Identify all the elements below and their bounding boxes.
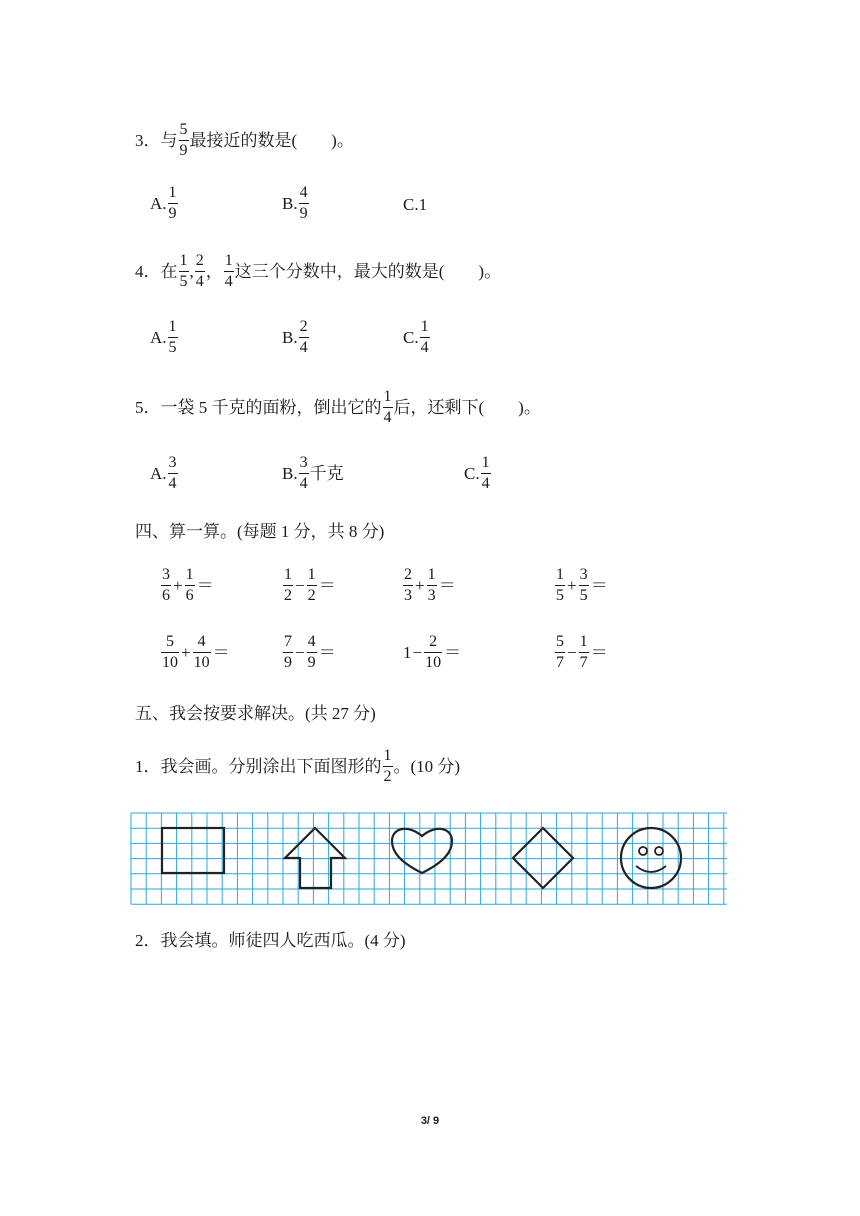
fraction: $\frac{1}{4}$	[383, 388, 392, 426]
fraction: $\frac{1}{5}$	[168, 318, 177, 356]
fraction: $\frac{1}{5}$	[556, 566, 564, 604]
option-a[interactable]: A. $\frac{1}{9}$	[150, 184, 177, 222]
diamond-shape[interactable]	[513, 828, 573, 888]
fraction: $\frac{4}{10}$	[193, 633, 210, 671]
question-3-number: 3．与	[135, 131, 178, 150]
option-a[interactable]: A. $\frac{1}{5}$	[150, 318, 177, 356]
calc-item: $\frac{5}{7}$ − $\frac{1}{7}$ ＝	[556, 633, 608, 671]
fraction: $\frac{2}{3}$	[404, 566, 412, 604]
fraction: $\frac{1}{4}$	[224, 252, 233, 290]
arrow-up-shape[interactable]	[285, 828, 345, 888]
fraction: $\frac{1}{2}$	[307, 566, 316, 604]
calc-item: $\frac{5}{10}$ + $\frac{4}{10}$ ＝	[162, 633, 230, 671]
grid-lines	[131, 813, 727, 904]
fraction: $\frac{2}{4}$	[299, 318, 308, 356]
option-a[interactable]: A. $\frac{3}{4}$	[150, 454, 177, 492]
rectangle-shape[interactable]	[162, 828, 224, 873]
fraction: $\frac{5}{7}$	[556, 633, 564, 671]
fraction: $\frac{1}{9}$	[168, 184, 177, 222]
question-3	[135, 122, 354, 159]
question-5-number: 5．一袋 5 千克的面粉，倒出它的	[135, 398, 382, 417]
calc-item: $\frac{2}{3}$ + $\frac{1}{3}$ ＝	[404, 566, 456, 604]
question-4-text: 这三个分数中，最大的数是( )。	[234, 262, 502, 281]
fraction: $\frac{3}{4}$	[299, 454, 308, 492]
fraction: $\frac{1}{5}$	[179, 252, 188, 290]
fraction: $\frac{4}{9}$	[307, 633, 316, 671]
calc-item: $\frac{7}{9}$ − $\frac{4}{9}$ ＝	[284, 633, 336, 671]
question-4-number: 4．在	[135, 262, 178, 281]
fraction: $\frac{4}{9}$	[299, 184, 308, 222]
fraction: $\frac{1}{4}$	[481, 454, 490, 492]
fraction: $\frac{1}{3}$	[427, 566, 436, 604]
fraction: $\frac{2}{10}$	[425, 633, 442, 671]
fraction: $\frac{3}{6}$	[162, 566, 170, 604]
question-4: 4．在 $\frac{1}{5}$ , $\frac{2}{4}$ ， $\frac{1}{4}$ 这三个分数中，最大的数是( )。	[135, 252, 502, 290]
fraction: $\frac{7}{9}$	[284, 633, 292, 671]
calc-item: 1 − $\frac{2}{10}$ ＝	[403, 633, 462, 671]
option-c[interactable]: C.1	[403, 195, 428, 214]
fraction: $\frac{2}{4}$	[195, 252, 204, 290]
question-5-text: 后，还剩下( )。	[393, 398, 541, 417]
calc-item: $\frac{1}{5}$ + $\frac{3}{5}$ ＝	[556, 566, 608, 604]
question-5	[135, 389, 541, 426]
task-1: 1．我会画。分别涂出下面图形的 $\frac{1}{2}$ 。(10 分)	[135, 747, 461, 785]
fraction: $\frac{3}{4}$	[168, 454, 177, 492]
option-b[interactable]: B. $\frac{2}{4}$	[282, 318, 308, 356]
question-3-text: 最接近的数是( )。	[189, 131, 354, 150]
fraction: $\frac{1}{6}$	[185, 566, 194, 604]
section-5-title: 五、我会按要求解决。(共 27 分)	[135, 704, 376, 723]
page-number: 3/ 9	[420, 1115, 440, 1127]
option-b[interactable]: B. $\frac{3}{4}$ 千克	[282, 454, 344, 492]
calc-item: $\frac{3}{6}$ + $\frac{1}{6}$ ＝	[162, 566, 214, 604]
smiley-face-shape[interactable]	[621, 828, 681, 888]
fraction: $\frac{1}{2}$	[383, 747, 392, 785]
drawing-grid[interactable]	[130, 812, 730, 906]
fraction: $\frac{5}{9}$	[179, 121, 188, 159]
fraction: $\frac{1}{7}$	[579, 633, 588, 671]
fraction: $\frac{1}{2}$	[284, 566, 292, 604]
option-c[interactable]: C. $\frac{1}{4}$	[403, 318, 429, 356]
option-c[interactable]: C. $\frac{1}{4}$	[464, 454, 490, 492]
fraction: $\frac{1}{4}$	[420, 318, 429, 356]
fraction: $\frac{3}{5}$	[579, 566, 588, 604]
task-2: 2．我会填。师徒四人吃西瓜。(4 分)	[135, 931, 406, 950]
option-b[interactable]: B. $\frac{4}{9}$	[282, 184, 308, 222]
section-4-title: 四、算一算。(每题 1 分，共 8 分)	[135, 522, 385, 541]
calc-item: $\frac{1}{2}$ − $\frac{1}{2}$ ＝	[284, 566, 336, 604]
heart-shape[interactable]	[392, 829, 452, 873]
fraction: $\frac{5}{10}$	[162, 633, 178, 671]
